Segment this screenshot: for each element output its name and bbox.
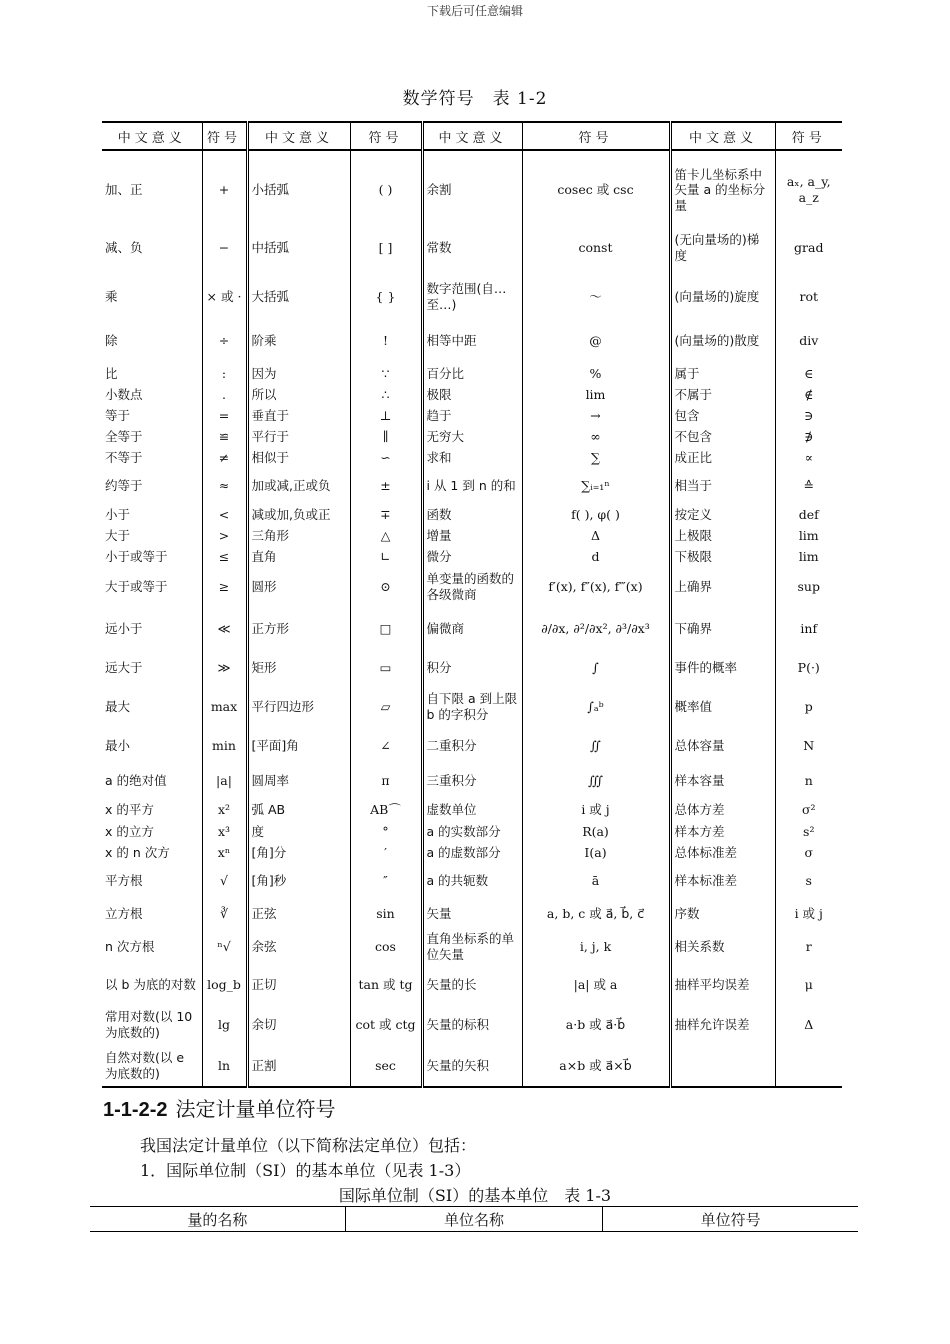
meaning-cell: 大于或等于 xyxy=(105,579,168,595)
meaning-cell: i 从 1 到 n 的和 xyxy=(422,468,522,504)
meaning-cell: 加、正 xyxy=(105,182,143,198)
meaning-cell: 平行四边形 xyxy=(247,685,350,729)
meaning-cell: (向量场的)旋度 xyxy=(670,275,775,319)
symbol-cell: ∈ xyxy=(775,363,842,384)
symbol-cell: ∟ xyxy=(350,546,422,567)
table-row xyxy=(102,685,842,729)
symbol-cell: r xyxy=(775,929,842,965)
meaning-cell: 成正比 xyxy=(670,447,775,468)
symbol-cell: ∴ xyxy=(350,384,422,405)
meaning-cell: [平面]角 xyxy=(247,729,350,763)
symbol-cell: > xyxy=(202,525,247,546)
meaning-cell: 正方形 xyxy=(247,607,350,651)
meaning-cell: 微分 xyxy=(422,546,522,567)
meaning-cell: 事件的概率 xyxy=(670,651,775,685)
symbol-cell: max xyxy=(202,685,247,729)
symbol-cell: ln xyxy=(202,1045,247,1087)
symbol-cell: P(·) xyxy=(775,651,842,685)
meaning-cell: 立方根 xyxy=(105,906,143,922)
symbol-cell: < xyxy=(202,504,247,525)
symbol-cell: ÷ xyxy=(202,319,247,363)
symbol-cell: |a| xyxy=(202,763,247,799)
symbol-cell: s² xyxy=(775,821,842,842)
meaning-cell: 余切 xyxy=(247,1005,350,1045)
symbol-cell: |a| 或 a xyxy=(522,965,670,1005)
symbol-cell: π xyxy=(350,763,422,799)
spacer-cell xyxy=(350,150,422,159)
table-row xyxy=(102,1005,842,1045)
symbol-cell: i 或 j xyxy=(775,899,842,929)
table-row xyxy=(102,763,842,799)
header-unit-name: 单位名称 xyxy=(345,1207,602,1232)
si-table-header-row xyxy=(90,1207,858,1232)
symbol-cell: d xyxy=(522,546,670,567)
meaning-cell: 小于或等于 xyxy=(105,548,168,564)
table-row xyxy=(102,863,842,899)
table-title: 数学符号 表 1-2 xyxy=(402,89,548,109)
header-quantity-name: 量的名称 xyxy=(90,1207,345,1232)
meaning-cell: 相似于 xyxy=(247,447,350,468)
table-row xyxy=(102,319,842,363)
spacer-cell xyxy=(670,150,775,159)
symbol-cell: ∌ xyxy=(775,426,842,447)
header-unit-symbol: 单位符号 xyxy=(603,1207,858,1232)
symbol-cell: sec xyxy=(350,1045,422,1087)
meaning-cell: 大括弧 xyxy=(247,275,350,319)
table-spacer-row xyxy=(102,150,842,159)
meaning-cell: 函数 xyxy=(422,504,522,525)
symbol-cell: . xyxy=(202,384,247,405)
meaning-cell: 二重积分 xyxy=(422,729,522,763)
header-symbol: 符号 xyxy=(775,122,842,150)
symbol-cell: [ ] xyxy=(350,221,422,275)
meaning-cell: 包含 xyxy=(670,405,775,426)
meaning-cell: 上确界 xyxy=(670,567,775,607)
meaning-cell: 减、负 xyxy=(105,240,143,256)
meaning-cell: 求和 xyxy=(422,447,522,468)
symbol-cell: div xyxy=(775,319,842,363)
meaning-cell: 不属于 xyxy=(670,384,775,405)
symbol-cell: √ xyxy=(202,863,247,899)
symbol-cell: ∉ xyxy=(775,384,842,405)
meaning-cell: 极限 xyxy=(422,384,522,405)
meaning-cell: a 的绝对值 xyxy=(105,773,167,789)
meaning-cell: 总体标准差 xyxy=(670,842,775,863)
symbol-cell: a×b 或 a⃗×b⃗ xyxy=(522,1045,670,1087)
symbol-cell: ≙ xyxy=(775,468,842,504)
meaning-cell xyxy=(670,1045,775,1087)
table-row xyxy=(102,405,842,426)
header-symbol: 符号 xyxy=(202,122,247,150)
table-row xyxy=(102,275,842,319)
meaning-cell: 度 xyxy=(247,821,350,842)
symbol-cell: aₓ, a_y, a_z xyxy=(775,159,842,221)
math-symbols-table-body xyxy=(102,150,842,1087)
symbol-cell: ⊙ xyxy=(350,567,422,607)
symbol-cell: ⊥ xyxy=(350,405,422,426)
meaning-cell: 下极限 xyxy=(670,546,775,567)
symbol-cell: ∭ xyxy=(522,763,670,799)
symbol-cell: n xyxy=(775,763,842,799)
meaning-cell: 增量 xyxy=(422,525,522,546)
symbol-cell: ∽ xyxy=(350,447,422,468)
symbol-cell: i 或 j xyxy=(522,799,670,821)
paragraph-intro: 我国法定计量单位（以下简称法定单位）包括： xyxy=(140,1136,477,1155)
symbol-cell: f( ), φ( ) xyxy=(522,504,670,525)
symbol-cell: ″ xyxy=(350,863,422,899)
symbol-cell: a, b, c 或 a⃗, b⃗, c⃗ xyxy=(522,899,670,929)
meaning-cell: 自下限 a 到上限 b 的字积分 xyxy=(422,685,522,729)
meaning-cell: 大于 xyxy=(105,527,131,543)
meaning-cell: 最大 xyxy=(105,699,131,715)
symbol-cell: grad xyxy=(775,221,842,275)
symbol-cell: ∋ xyxy=(775,405,842,426)
meaning-cell: [角]秒 xyxy=(247,863,350,899)
meaning-cell: 抽样允许误差 xyxy=(670,1005,775,1045)
symbol-cell: Δ xyxy=(775,1005,842,1045)
symbol-cell: ▱ xyxy=(350,685,422,729)
symbol-cell: ▭ xyxy=(350,651,422,685)
symbol-cell: ≠ xyxy=(202,447,247,468)
meaning-cell: 圆形 xyxy=(247,567,350,607)
meaning-cell: 概率值 xyxy=(670,685,775,729)
meaning-cell: 全等于 xyxy=(105,428,143,444)
meaning-cell: 常数 xyxy=(422,221,522,275)
symbol-cell: lim xyxy=(522,384,670,405)
meaning-cell: a 的虚数部分 xyxy=(422,842,522,863)
meaning-cell: x 的立方 xyxy=(105,823,154,839)
meaning-cell: 序数 xyxy=(670,899,775,929)
meaning-cell: 矩形 xyxy=(247,651,350,685)
symbol-cell: tan 或 tg xyxy=(350,965,422,1005)
symbol-cell: sin xyxy=(350,899,422,929)
symbol-cell: % xyxy=(522,363,670,384)
meaning-cell: 直角 xyxy=(247,546,350,567)
section-heading xyxy=(103,1093,335,1122)
meaning-cell: 百分比 xyxy=(422,363,522,384)
math-symbols-table xyxy=(102,121,842,1088)
symbol-cell: cosec 或 csc xyxy=(522,159,670,221)
meaning-cell: 样本容量 xyxy=(670,763,775,799)
symbol-cell: x³ xyxy=(202,821,247,842)
table-row xyxy=(102,929,842,965)
table-1-3-title: 国际单位制（SI）的基本单位 表 1-3 xyxy=(338,1186,612,1205)
meaning-cell: 最小 xyxy=(105,738,131,754)
meaning-cell: 相关系数 xyxy=(670,929,775,965)
symbol-cell: ～ xyxy=(522,275,670,319)
symbol-cell: f′(x), f″(x), f‴(x) xyxy=(522,567,670,607)
symbol-cell: cot 或 ctg xyxy=(350,1005,422,1045)
spacer-cell xyxy=(202,150,247,159)
symbol-cell: → xyxy=(522,405,670,426)
meaning-cell: 小于 xyxy=(105,506,131,522)
symbol-cell: ∝ xyxy=(775,447,842,468)
symbol-cell: ! xyxy=(350,319,422,363)
meaning-cell: 加或减,正或负 xyxy=(247,468,350,504)
meaning-cell: 平方根 xyxy=(105,873,143,889)
symbol-cell: ∓ xyxy=(350,504,422,525)
symbol-cell: cos xyxy=(350,929,422,965)
symbol-cell: ⁿ√ xyxy=(202,929,247,965)
table-row xyxy=(102,525,842,546)
header-meaning: 中文意义 xyxy=(670,122,775,150)
table-row xyxy=(102,651,842,685)
symbol-cell: ( ) xyxy=(350,159,422,221)
table-row xyxy=(102,607,842,651)
symbol-cell: p xyxy=(775,685,842,729)
symbol-cell: I(a) xyxy=(522,842,670,863)
meaning-cell: 以 b 为底的对数 xyxy=(105,977,196,993)
meaning-cell: 偏微商 xyxy=(422,607,522,651)
meaning-cell: 余弦 xyxy=(247,929,350,965)
meaning-cell: 等于 xyxy=(105,407,131,423)
symbol-cell: ′ xyxy=(350,842,422,863)
meaning-cell: 阶乘 xyxy=(247,319,350,363)
meaning-cell: 常用对数(以 10 为底数的) xyxy=(105,1009,193,1040)
symbol-cell: = xyxy=(202,405,247,426)
meaning-cell: 笛卡儿坐标系中矢量 a 的坐标分量 xyxy=(670,159,775,221)
symbol-cell: ∛ xyxy=(202,899,247,929)
meaning-cell: 圆周率 xyxy=(247,763,350,799)
symbol-cell: ± xyxy=(350,468,422,504)
table-row xyxy=(102,384,842,405)
table-row xyxy=(102,799,842,821)
symbol-cell: ≈ xyxy=(202,468,247,504)
meaning-cell: 样本标准差 xyxy=(670,863,775,899)
meaning-cell: 乘 xyxy=(105,289,118,305)
meaning-cell: 三重积分 xyxy=(422,763,522,799)
meaning-cell: x 的平方 xyxy=(105,802,154,818)
header-meaning: 中文意义 xyxy=(422,122,522,150)
meaning-cell: 总体方差 xyxy=(670,799,775,821)
meaning-cell: 平行于 xyxy=(247,426,350,447)
symbol-cell: □ xyxy=(350,607,422,651)
meaning-cell: 积分 xyxy=(422,651,522,685)
meaning-cell: 弧 AB xyxy=(247,799,350,821)
meaning-cell: 上极限 xyxy=(670,525,775,546)
symbol-cell: log_b xyxy=(202,965,247,1005)
symbol-cell: ≌ xyxy=(202,426,247,447)
table-row xyxy=(102,468,842,504)
symbol-cell: ∑ᵢ₌₁ⁿ xyxy=(522,468,670,504)
table-row xyxy=(102,899,842,929)
table-row xyxy=(102,1045,842,1087)
meaning-cell: a 的实数部分 xyxy=(422,821,522,842)
meaning-cell: n 次方根 xyxy=(105,939,155,955)
table-row xyxy=(102,504,842,525)
symbol-cell: ∫ₐᵇ xyxy=(522,685,670,729)
table-row xyxy=(102,965,842,1005)
symbol-cell: def xyxy=(775,504,842,525)
meaning-cell: 自然对数(以 e 为底数的) xyxy=(102,1045,202,1087)
meaning-cell: 虚数单位 xyxy=(422,799,522,821)
symbol-cell: △ xyxy=(350,525,422,546)
spacer-cell xyxy=(102,150,202,159)
symbol-cell: ∵ xyxy=(350,363,422,384)
meaning-cell: 按定义 xyxy=(670,504,775,525)
page-header-note: 下载后可任意编辑 xyxy=(426,4,523,18)
table-row xyxy=(102,221,842,275)
symbol-cell: i, j, k xyxy=(522,929,670,965)
symbol-cell: ∑ xyxy=(522,447,670,468)
symbol-cell: const xyxy=(522,221,670,275)
symbol-cell: rot xyxy=(775,275,842,319)
meaning-cell: 相等中距 xyxy=(422,319,522,363)
meaning-cell: 趋于 xyxy=(422,405,522,426)
symbol-cell: ≥ xyxy=(202,567,247,607)
paragraph-item-1: 1．国际单位制（SI）的基本单位（见表 1-3） xyxy=(140,1161,471,1180)
symbol-cell: ∂/∂x, ∂²/∂x², ∂³/∂x³ xyxy=(522,607,670,651)
header-meaning: 中文意义 xyxy=(247,122,350,150)
meaning-cell: (无向量场的)梯度 xyxy=(670,221,775,275)
meaning-cell: 三角形 xyxy=(247,525,350,546)
meaning-cell: 小数点 xyxy=(105,386,143,402)
meaning-cell: 单变量的函数的各级微商 xyxy=(422,567,522,607)
section-title: 法定计量单位符号 xyxy=(175,1097,336,1121)
si-base-units-table xyxy=(90,1206,858,1232)
meaning-cell: 不等于 xyxy=(105,449,143,465)
meaning-cell: 数字范围(自…至…) xyxy=(422,275,522,319)
symbol-cell: inf xyxy=(775,607,842,651)
symbol-cell: R(a) xyxy=(522,821,670,842)
table-row xyxy=(102,821,842,842)
meaning-cell: 下确界 xyxy=(670,607,775,651)
symbol-cell: AB⌒ xyxy=(350,799,422,821)
meaning-cell: 总体容量 xyxy=(670,729,775,763)
meaning-cell: 所以 xyxy=(247,384,350,405)
table-row xyxy=(102,426,842,447)
meaning-cell: 小括弧 xyxy=(247,159,350,221)
symbol-cell: ≤ xyxy=(202,546,247,567)
meaning-cell: 矢量的长 xyxy=(422,965,522,1005)
table-row xyxy=(102,729,842,763)
symbol-cell: ° xyxy=(350,821,422,842)
table-row xyxy=(102,546,842,567)
meaning-cell: 抽样平均误差 xyxy=(670,965,775,1005)
symbol-cell: x² xyxy=(202,799,247,821)
meaning-cell: 正割 xyxy=(247,1045,350,1087)
meaning-cell: 矢量的标积 xyxy=(422,1005,522,1045)
symbol-cell: { } xyxy=(350,275,422,319)
symbol-cell: ā xyxy=(522,863,670,899)
section-number: 1-1-2-2 xyxy=(103,1099,168,1121)
meaning-cell: 属于 xyxy=(670,363,775,384)
math-symbols-table-wrapper xyxy=(102,121,842,1088)
symbol-cell: ≫ xyxy=(202,651,247,685)
meaning-cell: 远小于 xyxy=(105,621,143,637)
meaning-cell: 比 xyxy=(105,365,118,381)
symbol-cell: @ xyxy=(522,319,670,363)
symbol-cell: μ xyxy=(775,965,842,1005)
symbol-cell: ∠ xyxy=(350,729,422,763)
meaning-cell: 余割 xyxy=(422,159,522,221)
spacer-cell xyxy=(247,150,350,159)
table-row xyxy=(102,159,842,221)
symbol-cell: ∫ xyxy=(522,651,670,685)
meaning-cell: 因为 xyxy=(247,363,350,384)
header-symbol: 符号 xyxy=(522,122,670,150)
symbol-cell: lim xyxy=(775,546,842,567)
symbol-cell: ∞ xyxy=(522,426,670,447)
symbol-cell: σ² xyxy=(775,799,842,821)
symbol-cell: ∥ xyxy=(350,426,422,447)
symbol-cell: Δ xyxy=(522,525,670,546)
spacer-cell xyxy=(522,150,670,159)
symbol-cell: − xyxy=(202,221,247,275)
symbol-cell: xⁿ xyxy=(202,842,247,863)
meaning-cell: a 的共轭数 xyxy=(422,863,522,899)
symbol-cell: σ xyxy=(775,842,842,863)
meaning-cell: [角]分 xyxy=(247,842,350,863)
meaning-cell: x 的 n 次方 xyxy=(105,844,170,860)
meaning-cell: 矢量 xyxy=(422,899,522,929)
meaning-cell: 正切 xyxy=(247,965,350,1005)
header-symbol: 符号 xyxy=(350,122,422,150)
meaning-cell: 正弦 xyxy=(247,899,350,929)
meaning-cell: 直角坐标系的单位矢量 xyxy=(422,929,522,965)
meaning-cell: 无穷大 xyxy=(422,426,522,447)
symbol-cell: N xyxy=(775,729,842,763)
symbol-cell: lg xyxy=(202,1005,247,1045)
table-row xyxy=(102,447,842,468)
symbol-cell: + xyxy=(202,159,247,221)
symbol-cell: : xyxy=(202,363,247,384)
meaning-cell: 矢量的矢积 xyxy=(422,1045,522,1087)
symbol-cell: min xyxy=(202,729,247,763)
meaning-cell: 除 xyxy=(105,333,118,349)
table-header-row xyxy=(102,122,842,150)
table-row xyxy=(102,363,842,384)
symbol-cell: × 或 · xyxy=(202,275,247,319)
spacer-cell xyxy=(422,150,522,159)
meaning-cell: 相当于 xyxy=(670,468,775,504)
meaning-cell: 垂直于 xyxy=(247,405,350,426)
symbol-cell: sup xyxy=(775,567,842,607)
meaning-cell: 中括弧 xyxy=(247,221,350,275)
symbol-cell xyxy=(775,1045,842,1087)
symbol-cell: ∬ xyxy=(522,729,670,763)
symbol-cell: ≪ xyxy=(202,607,247,651)
table-row xyxy=(102,567,842,607)
meaning-cell: 约等于 xyxy=(105,478,143,494)
meaning-cell: 样本方差 xyxy=(670,821,775,842)
symbol-cell: a·b 或 a⃗·b⃗ xyxy=(522,1005,670,1045)
meaning-cell: (向量场的)散度 xyxy=(670,319,775,363)
table-row xyxy=(102,842,842,863)
meaning-cell: 不包含 xyxy=(670,426,775,447)
symbol-cell: s xyxy=(775,863,842,899)
meaning-cell: 减或加,负或正 xyxy=(247,504,350,525)
symbol-cell: lim xyxy=(775,525,842,546)
meaning-cell: 远大于 xyxy=(105,660,143,676)
header-meaning: 中文意义 xyxy=(102,122,202,150)
spacer-cell xyxy=(775,150,842,159)
